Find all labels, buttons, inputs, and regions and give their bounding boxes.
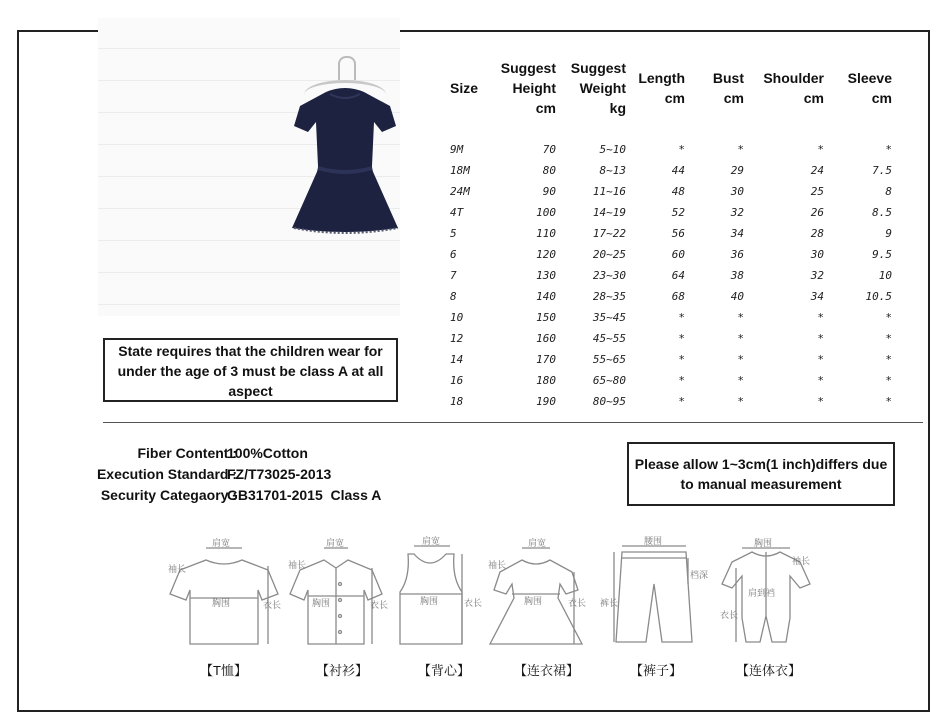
divider [103,422,923,423]
table-row [450,223,892,244]
table-cell: 18M [450,164,470,177]
table-cell: 10 [878,269,892,282]
table-cell: 8~13 [599,164,626,177]
table-cell: * [737,332,744,345]
svg-text:袖长: 袖长 [488,561,507,571]
svg-text:胸围: 胸围 [312,599,331,609]
table-cell: 34 [730,227,744,240]
measurement-notice-text: Please allow 1~3cm(1 inch)differs due to manual measurement [634,456,888,492]
table-cell: 80~95 [592,395,626,408]
table-cell: 6 [450,248,457,261]
table-cell: * [678,374,685,387]
table-row [450,349,892,370]
table-cell: 56 [671,227,685,240]
table-cell: 23~30 [592,269,626,282]
table-row [450,307,892,328]
caption-pants: 【裤子】 [630,663,683,678]
table-cell: 7.5 [872,164,892,177]
table-cell: 100 [536,206,556,219]
table-row [450,160,892,181]
table-cell: 65~80 [592,374,626,387]
table-cell: * [678,395,685,408]
table-cell: 130 [536,269,556,282]
table-cell: 14 [450,353,464,366]
table-cell: 9 [885,227,892,240]
table-cell: 10 [450,311,464,324]
table-cell: 64 [671,269,685,282]
dress-icon [486,538,596,654]
table-cell: 30 [810,248,824,261]
spec-value-fiber: 100%Cotton [227,445,308,461]
table-row [450,181,892,202]
age-notice-box [103,338,398,402]
table-cell: * [817,353,824,366]
table-cell: 35~45 [592,311,626,324]
age-notice-text: State requires that the children wear for under the age of 3 must be class A at all aspect [117,343,384,399]
table-cell: 5~10 [599,143,626,156]
tshirt-icon [168,538,288,654]
table-row [450,328,892,349]
table-cell: * [678,353,685,366]
table-cell: 8 [450,290,457,303]
table-row [450,391,892,412]
table-cell: * [885,143,892,156]
header-size: Size [450,80,479,96]
table-cell: 36 [730,248,744,261]
svg-text:肩宽: 肩宽 [326,539,345,549]
table-cell: 190 [536,395,556,408]
table-cell: 24 [810,164,824,177]
table-cell: 55~65 [592,353,626,366]
table-cell: * [737,143,744,156]
header-weight: Suggest Weight kg [570,60,626,116]
table-row [450,286,892,307]
table-cell: 160 [536,332,556,345]
dress-photo-icon [98,18,400,316]
table-cell: 9.5 [872,248,892,261]
table-cell: * [737,311,744,324]
table-cell: 28 [810,227,824,240]
vest-icon [400,538,490,654]
table-cell: 48 [671,185,685,198]
spec-label-standard: Execution Standard : [96,466,237,482]
caption-romper: 【连体衣】 [736,663,802,678]
table-cell: 180 [536,374,556,387]
table-cell: 44 [671,164,685,177]
table-cell: 90 [542,185,556,198]
pants-icon [600,537,709,654]
svg-text:肩宽: 肩宽 [212,539,231,549]
header-sleeve: Sleeve cm [847,70,892,106]
table-cell: 170 [536,353,556,366]
spec-values [227,443,487,506]
table-row [450,265,892,286]
svg-text:胸围: 胸围 [212,599,231,609]
romper-icon [714,538,824,654]
table-cell: * [678,143,685,156]
table-cell: 70 [542,143,556,156]
table-cell: 18 [450,395,464,408]
table-cell: * [737,353,744,366]
table-cell: 9M [450,143,464,156]
table-row [450,370,892,391]
table-cell: 80 [542,164,556,177]
table-cell: * [737,395,744,408]
svg-text:腰围: 腰围 [644,537,663,547]
table-cell: 38 [730,269,744,282]
spec-value-standard: FZ/T73025-2013 [227,466,332,482]
table-cell: 29 [730,164,744,177]
header-shoulder: Shoulder cm [763,70,824,106]
table-cell: 32 [730,206,744,219]
table-cell: * [817,374,824,387]
svg-text:衣长: 衣长 [568,599,587,609]
caption-dress: 【连衣裙】 [514,663,580,678]
table-cell: 34 [810,290,824,303]
svg-text:裤长: 裤长 [600,599,619,609]
table-cell: 11~16 [592,185,626,198]
table-cell: * [817,332,824,345]
svg-text:袖长: 袖长 [288,561,307,571]
table-cell: 25 [810,185,824,198]
table-cell: 20~25 [592,248,626,261]
table-cell: 32 [810,269,824,282]
svg-text:袖长: 袖长 [792,557,811,567]
table-cell: 4T [450,206,464,219]
caption-vest: 【背心】 [418,663,471,678]
table-cell: 8 [885,185,892,198]
table-cell: 28~35 [592,290,626,303]
table-cell: 40 [730,290,744,303]
table-cell: 5 [450,227,457,240]
table-cell: 16 [450,374,464,387]
table-cell: 45~55 [592,332,626,345]
table-cell: * [678,332,685,345]
header-bust: Bust cm [712,70,744,106]
spec-label-fiber: Fiber Content : [137,445,237,461]
table-row [450,244,892,265]
table-cell: 68 [671,290,685,303]
table-cell: 8.5 [872,206,892,219]
table-cell: * [885,395,892,408]
table-cell: 24M [450,185,470,198]
svg-text:衣长: 衣长 [370,601,389,611]
table-cell: 110 [536,227,556,240]
caption-shirt: 【衬衫】 [316,663,369,678]
svg-text:衣长: 衣长 [263,601,282,611]
svg-text:衣长: 衣长 [464,599,483,609]
table-header-row [450,58,892,118]
spec-value-security: GB31701-2015 Class A [227,487,382,503]
svg-text:衣长: 衣长 [720,611,739,621]
header-length: Length cm [638,70,685,106]
header-height: Suggest Height cm [500,60,556,116]
table-cell: * [817,395,824,408]
size-chart-table [450,58,892,412]
table-cell: 17~22 [592,227,626,240]
table-cell: * [885,311,892,324]
measurement-notice-box [627,442,895,506]
table-cell: * [885,353,892,366]
table-cell: 12 [450,332,464,345]
spec-label-security: Security Categaory : [100,487,237,503]
caption-tshirt: 【T恤】 [200,663,247,678]
svg-text:胸围: 胸围 [524,597,543,607]
svg-text:胸围: 胸围 [754,539,773,549]
table-cell: 7 [450,269,457,282]
svg-text:胸围: 胸围 [420,597,439,607]
table-cell: 26 [810,206,824,219]
table-cell: * [885,374,892,387]
table-cell: * [737,374,744,387]
table-cell: 140 [536,290,556,303]
table-cell: 52 [671,206,685,219]
table-cell: * [885,332,892,345]
table-row [450,202,892,223]
svg-text:肩到裆: 肩到裆 [748,589,776,599]
table-cell: 30 [730,185,744,198]
table-cell: 14~19 [592,206,626,219]
table-row [450,139,892,160]
svg-text:袖长: 袖长 [168,565,187,575]
table-cell: * [817,311,824,324]
svg-text:肩宽: 肩宽 [528,539,547,549]
table-cell: * [678,311,685,324]
product-photo [98,18,400,316]
table-cell: 150 [536,311,556,324]
table-cell: * [817,143,824,156]
table-cell: 120 [536,248,556,261]
svg-text:肩宽: 肩宽 [422,537,441,547]
shirt-icon [288,538,398,654]
table-cell: 10.5 [865,290,892,303]
table-cell: 60 [671,248,685,261]
svg-text:档深: 档深 [690,571,709,581]
